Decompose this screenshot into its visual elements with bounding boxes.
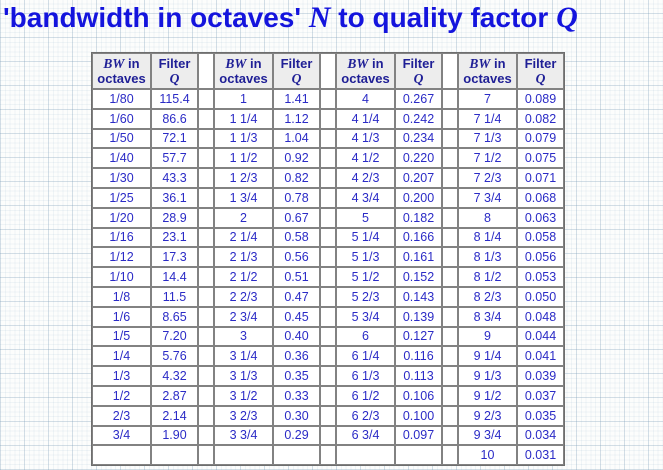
filter-q-cell: 2.14 bbox=[151, 406, 198, 426]
filter-q-header: Filter Q bbox=[273, 53, 320, 89]
filter-q-cell: 23.1 bbox=[151, 228, 198, 248]
page-title bbox=[3, 1, 578, 35]
table-row bbox=[92, 426, 564, 446]
bw-octaves-cell: 1 bbox=[214, 89, 273, 109]
filter-q-cell: 17.3 bbox=[151, 247, 198, 267]
spacer-cell bbox=[320, 208, 336, 228]
bw-octaves-cell: 6 1/3 bbox=[336, 366, 395, 386]
bw-octaves-cell: 8 2/3 bbox=[458, 287, 517, 307]
bw-octaves-cell: 1 3/4 bbox=[214, 188, 273, 208]
bw-octaves-cell: 9 1/3 bbox=[458, 366, 517, 386]
bw-octaves-cell: 3 3/4 bbox=[214, 426, 273, 446]
bw-octaves-cell: 1/80 bbox=[92, 89, 151, 109]
spacer-cell bbox=[442, 188, 458, 208]
bw-octaves-cell: 1/10 bbox=[92, 267, 151, 287]
spacer-cell bbox=[198, 426, 214, 446]
bw-octaves-cell: 7 1/4 bbox=[458, 109, 517, 129]
filter-q-cell: 0.041 bbox=[517, 346, 564, 366]
bw-octaves-cell: 4 2/3 bbox=[336, 168, 395, 188]
bw-variable: BW bbox=[225, 56, 247, 71]
spacer-cell bbox=[442, 168, 458, 188]
spacer-cell bbox=[442, 267, 458, 287]
spacer-cell bbox=[442, 208, 458, 228]
filter-q-cell: 2.87 bbox=[151, 386, 198, 406]
bw-octaves-cell: 5 2/3 bbox=[336, 287, 395, 307]
spacer-cell bbox=[320, 386, 336, 406]
bw-octaves-cell: 8 1/3 bbox=[458, 247, 517, 267]
spacer-cell bbox=[198, 228, 214, 248]
filter-q-cell: 0.127 bbox=[395, 327, 442, 347]
bw-octaves-cell: 1/60 bbox=[92, 109, 151, 129]
bw-octaves-cell: 5 bbox=[336, 208, 395, 228]
table-row bbox=[92, 366, 564, 386]
bw-octaves-cell: 6 1/4 bbox=[336, 346, 395, 366]
bw-variable: BW bbox=[103, 56, 125, 71]
spacer-cell bbox=[198, 168, 214, 188]
filter-q-cell: 0.139 bbox=[395, 307, 442, 327]
filter-q-cell: 0.068 bbox=[517, 188, 564, 208]
bw-octaves-cell: 1/20 bbox=[92, 208, 151, 228]
spacer-cell bbox=[198, 386, 214, 406]
bw-octaves-cell bbox=[92, 445, 151, 465]
filter-q-cell: 0.78 bbox=[273, 188, 320, 208]
spacer-cell bbox=[320, 148, 336, 168]
spacer-cell bbox=[320, 247, 336, 267]
filter-q-cell: 0.048 bbox=[517, 307, 564, 327]
filter-q-cell: 0.106 bbox=[395, 386, 442, 406]
table-row bbox=[92, 148, 564, 168]
bw-octaves-cell: 6 1/2 bbox=[336, 386, 395, 406]
filter-q-cell: 0.58 bbox=[273, 228, 320, 248]
bw-octaves-cell: 7 1/3 bbox=[458, 129, 517, 149]
filter-q-cell: 0.30 bbox=[273, 406, 320, 426]
filter-q-cell: 0.82 bbox=[273, 168, 320, 188]
spacer-cell bbox=[320, 287, 336, 307]
spacer-cell bbox=[320, 346, 336, 366]
spacer-cell bbox=[320, 445, 336, 465]
bw-octaves-cell: 7 2/3 bbox=[458, 168, 517, 188]
filter-q-cell: 0.050 bbox=[517, 287, 564, 307]
title-text-1: 'bandwidth in octaves' bbox=[3, 2, 309, 33]
spacer-cell bbox=[442, 406, 458, 426]
spacer-cell bbox=[198, 445, 214, 465]
header-spacer-cell bbox=[198, 53, 214, 89]
filter-q-cell: 0.166 bbox=[395, 228, 442, 248]
bw-octaves-cell: 2 1/3 bbox=[214, 247, 273, 267]
bw-octaves-cell: 8 3/4 bbox=[458, 307, 517, 327]
table-row bbox=[92, 327, 564, 347]
bw-octaves-cell: 4 1/3 bbox=[336, 129, 395, 149]
filter-q-header: Filter Q bbox=[395, 53, 442, 89]
bw-octaves-cell: 1/30 bbox=[92, 168, 151, 188]
filter-q-cell: 0.51 bbox=[273, 267, 320, 287]
bw-octaves-cell: 3 bbox=[214, 327, 273, 347]
filter-q-cell: 0.097 bbox=[395, 426, 442, 446]
filter-q-cell: 0.152 bbox=[395, 267, 442, 287]
filter-q-cell: 0.079 bbox=[517, 129, 564, 149]
filter-q-cell: 0.242 bbox=[395, 109, 442, 129]
bw-octaves-cell: 2 1/2 bbox=[214, 267, 273, 287]
filter-q-cell: 0.207 bbox=[395, 168, 442, 188]
filter-q-cell: 0.082 bbox=[517, 109, 564, 129]
bw-octaves-cell: 1/16 bbox=[92, 228, 151, 248]
table-row bbox=[92, 247, 564, 267]
filter-q-cell bbox=[273, 445, 320, 465]
filter-q-cell: 14.4 bbox=[151, 267, 198, 287]
spacer-cell bbox=[198, 129, 214, 149]
table-row bbox=[92, 129, 564, 149]
filter-q-cell: 0.089 bbox=[517, 89, 564, 109]
title-text-2: to quality factor bbox=[330, 2, 557, 33]
bw-octaves-cell: 1/5 bbox=[92, 327, 151, 347]
spacer-cell bbox=[198, 327, 214, 347]
filter-q-cell: 0.056 bbox=[517, 247, 564, 267]
header-spacer-cell bbox=[320, 53, 336, 89]
filter-q-cell: 1.41 bbox=[273, 89, 320, 109]
bw-octaves-cell: 4 3/4 bbox=[336, 188, 395, 208]
spacer-cell bbox=[198, 188, 214, 208]
bw-octaves-cell: 8 1/2 bbox=[458, 267, 517, 287]
filter-q-cell: 8.65 bbox=[151, 307, 198, 327]
filter-q-cell: 86.6 bbox=[151, 109, 198, 129]
bw-octaves-cell: 9 1/4 bbox=[458, 346, 517, 366]
spacer-cell bbox=[442, 307, 458, 327]
bw-octaves-cell: 1/8 bbox=[92, 287, 151, 307]
bw-octaves-cell: 7 3/4 bbox=[458, 188, 517, 208]
bw-octaves-cell bbox=[336, 445, 395, 465]
bw-octaves-cell: 2/3 bbox=[92, 406, 151, 426]
filter-q-cell: 1.04 bbox=[273, 129, 320, 149]
filter-q-cell: 0.143 bbox=[395, 287, 442, 307]
bw-octaves-cell: 5 1/3 bbox=[336, 247, 395, 267]
filter-q-cell: 0.36 bbox=[273, 346, 320, 366]
bw-octaves-cell bbox=[214, 445, 273, 465]
table-row bbox=[92, 346, 564, 366]
filter-q-cell: 0.40 bbox=[273, 327, 320, 347]
filter-q-cell: 0.031 bbox=[517, 445, 564, 465]
table-row bbox=[92, 228, 564, 248]
bw-octaves-cell: 1/50 bbox=[92, 129, 151, 149]
bw-octaves-cell: 7 1/2 bbox=[458, 148, 517, 168]
spacer-cell bbox=[320, 327, 336, 347]
spacer-cell bbox=[320, 129, 336, 149]
bw-variable: BW bbox=[347, 56, 369, 71]
title-var-q: Q bbox=[556, 1, 578, 34]
filter-q-cell: 0.29 bbox=[273, 426, 320, 446]
spacer-cell bbox=[198, 267, 214, 287]
spacer-cell bbox=[198, 346, 214, 366]
filter-q-header: Filter Q bbox=[517, 53, 564, 89]
spacer-cell bbox=[198, 406, 214, 426]
spacer-cell bbox=[320, 168, 336, 188]
bw-octaves-cell: 3 1/4 bbox=[214, 346, 273, 366]
bw-octaves-cell: 5 3/4 bbox=[336, 307, 395, 327]
table-row bbox=[92, 208, 564, 228]
bw-octaves-cell: 1/4 bbox=[92, 346, 151, 366]
spacer-cell bbox=[320, 188, 336, 208]
spacer-cell bbox=[442, 346, 458, 366]
spacer-cell bbox=[442, 445, 458, 465]
spacer-cell bbox=[442, 148, 458, 168]
bw-octaves-cell: 1 2/3 bbox=[214, 168, 273, 188]
filter-q-cell: 0.47 bbox=[273, 287, 320, 307]
filter-q-cell: 0.220 bbox=[395, 148, 442, 168]
spacer-cell bbox=[198, 287, 214, 307]
spacer-cell bbox=[442, 327, 458, 347]
filter-q-cell: 0.67 bbox=[273, 208, 320, 228]
filter-q-cell: 28.9 bbox=[151, 208, 198, 228]
table-header-row bbox=[92, 53, 564, 89]
filter-q-cell: 1.90 bbox=[151, 426, 198, 446]
spacer-cell bbox=[320, 406, 336, 426]
filter-q-cell: 7.20 bbox=[151, 327, 198, 347]
filter-q-cell: 0.035 bbox=[517, 406, 564, 426]
filter-q-cell: 0.058 bbox=[517, 228, 564, 248]
spacer-cell bbox=[320, 89, 336, 109]
filter-q-cell: 0.044 bbox=[517, 327, 564, 347]
bw-octaves-header: BW in octaves bbox=[336, 53, 395, 89]
spacer-cell bbox=[320, 366, 336, 386]
bw-octaves-cell: 5 1/2 bbox=[336, 267, 395, 287]
title-var-n: N bbox=[308, 1, 331, 34]
bw-octaves-cell: 2 2/3 bbox=[214, 287, 273, 307]
bw-octaves-header: BW in octaves bbox=[458, 53, 517, 89]
spacer-cell bbox=[198, 89, 214, 109]
filter-q-cell: 1.12 bbox=[273, 109, 320, 129]
filter-q-cell: 0.267 bbox=[395, 89, 442, 109]
bw-octaves-cell: 3 1/2 bbox=[214, 386, 273, 406]
bw-octaves-cell: 9 1/2 bbox=[458, 386, 517, 406]
table-row bbox=[92, 386, 564, 406]
bw-octaves-cell: 2 3/4 bbox=[214, 307, 273, 327]
bw-octaves-cell: 1 1/4 bbox=[214, 109, 273, 129]
filter-q-cell: 57.7 bbox=[151, 148, 198, 168]
filter-q-cell: 0.33 bbox=[273, 386, 320, 406]
q-variable: Q bbox=[413, 71, 424, 86]
spacer-cell bbox=[198, 208, 214, 228]
spacer-cell bbox=[442, 89, 458, 109]
filter-q-cell: 0.234 bbox=[395, 129, 442, 149]
filter-q-cell bbox=[395, 445, 442, 465]
bw-octaves-cell: 6 3/4 bbox=[336, 426, 395, 446]
spacer-cell bbox=[198, 247, 214, 267]
bw-octaves-cell: 1/2 bbox=[92, 386, 151, 406]
q-variable: Q bbox=[169, 71, 180, 86]
bw-octaves-cell: 9 bbox=[458, 327, 517, 347]
spacer-cell bbox=[442, 366, 458, 386]
spacer-cell bbox=[198, 148, 214, 168]
filter-q-cell: 0.071 bbox=[517, 168, 564, 188]
bw-octaves-cell: 6 2/3 bbox=[336, 406, 395, 426]
bw-octaves-header: BW in octaves bbox=[92, 53, 151, 89]
table-row bbox=[92, 188, 564, 208]
filter-q-cell: 43.3 bbox=[151, 168, 198, 188]
spacer-cell bbox=[320, 426, 336, 446]
filter-q-cell: 0.113 bbox=[395, 366, 442, 386]
table-row bbox=[92, 267, 564, 287]
filter-q-cell: 0.037 bbox=[517, 386, 564, 406]
table-row bbox=[92, 287, 564, 307]
bw-octaves-cell: 2 bbox=[214, 208, 273, 228]
filter-q-cell: 0.116 bbox=[395, 346, 442, 366]
table-row bbox=[92, 168, 564, 188]
spacer-cell bbox=[442, 129, 458, 149]
spacer-cell bbox=[442, 287, 458, 307]
spacer-cell bbox=[442, 109, 458, 129]
filter-q-cell: 0.56 bbox=[273, 247, 320, 267]
filter-q-cell: 0.92 bbox=[273, 148, 320, 168]
bw-octaves-cell: 8 bbox=[458, 208, 517, 228]
filter-q-cell: 0.182 bbox=[395, 208, 442, 228]
table-row bbox=[92, 89, 564, 109]
filter-q-cell: 0.161 bbox=[395, 247, 442, 267]
filter-q-cell: 36.1 bbox=[151, 188, 198, 208]
filter-q-cell: 0.039 bbox=[517, 366, 564, 386]
bw-octaves-header: BW in octaves bbox=[214, 53, 273, 89]
table-row bbox=[92, 406, 564, 426]
bw-octaves-cell: 8 1/4 bbox=[458, 228, 517, 248]
filter-q-cell: 72.1 bbox=[151, 129, 198, 149]
filter-q-cell: 0.063 bbox=[517, 208, 564, 228]
filter-q-cell: 115.4 bbox=[151, 89, 198, 109]
bw-octaves-cell: 4 1/2 bbox=[336, 148, 395, 168]
filter-q-cell: 4.32 bbox=[151, 366, 198, 386]
bw-octaves-cell: 1/3 bbox=[92, 366, 151, 386]
spacer-cell bbox=[320, 267, 336, 287]
filter-q-cell: 0.45 bbox=[273, 307, 320, 327]
filter-q-cell: 0.053 bbox=[517, 267, 564, 287]
spacer-cell bbox=[198, 366, 214, 386]
spacer-cell bbox=[320, 228, 336, 248]
filter-q-cell: 0.075 bbox=[517, 148, 564, 168]
bw-octaves-cell: 4 1/4 bbox=[336, 109, 395, 129]
spacer-cell bbox=[442, 426, 458, 446]
spacer-cell bbox=[442, 386, 458, 406]
bw-octaves-cell: 1/40 bbox=[92, 148, 151, 168]
header-spacer-cell bbox=[442, 53, 458, 89]
filter-q-cell: 0.034 bbox=[517, 426, 564, 446]
spacer-cell bbox=[320, 109, 336, 129]
bw-octaves-cell: 1/12 bbox=[92, 247, 151, 267]
bw-octaves-cell: 1/25 bbox=[92, 188, 151, 208]
spacer-cell bbox=[198, 307, 214, 327]
table-row bbox=[92, 445, 564, 465]
filter-q-cell: 0.35 bbox=[273, 366, 320, 386]
filter-q-cell: 0.100 bbox=[395, 406, 442, 426]
bw-to-q-table bbox=[91, 52, 565, 466]
bw-octaves-cell: 1 1/3 bbox=[214, 129, 273, 149]
bw-octaves-cell: 10 bbox=[458, 445, 517, 465]
filter-q-cell: 5.76 bbox=[151, 346, 198, 366]
bw-octaves-cell: 7 bbox=[458, 89, 517, 109]
spacer-cell bbox=[320, 307, 336, 327]
table-row bbox=[92, 109, 564, 129]
bw-variable: BW bbox=[469, 56, 491, 71]
table-row bbox=[92, 307, 564, 327]
bw-octaves-cell: 9 3/4 bbox=[458, 426, 517, 446]
bw-octaves-cell: 3 2/3 bbox=[214, 406, 273, 426]
filter-q-cell bbox=[151, 445, 198, 465]
bw-octaves-cell: 5 1/4 bbox=[336, 228, 395, 248]
filter-q-cell: 0.200 bbox=[395, 188, 442, 208]
bw-octaves-cell: 3/4 bbox=[92, 426, 151, 446]
bw-octaves-cell: 9 2/3 bbox=[458, 406, 517, 426]
bw-octaves-cell: 2 1/4 bbox=[214, 228, 273, 248]
bw-octaves-cell: 3 1/3 bbox=[214, 366, 273, 386]
spacer-cell bbox=[442, 228, 458, 248]
q-variable: Q bbox=[535, 71, 546, 86]
filter-q-header: Filter Q bbox=[151, 53, 198, 89]
bw-octaves-cell: 1 1/2 bbox=[214, 148, 273, 168]
q-variable: Q bbox=[291, 71, 302, 86]
bw-octaves-cell: 4 bbox=[336, 89, 395, 109]
bw-octaves-cell: 6 bbox=[336, 327, 395, 347]
spacer-cell bbox=[198, 109, 214, 129]
bw-octaves-cell: 1/6 bbox=[92, 307, 151, 327]
spacer-cell bbox=[442, 247, 458, 267]
filter-q-cell: 11.5 bbox=[151, 287, 198, 307]
